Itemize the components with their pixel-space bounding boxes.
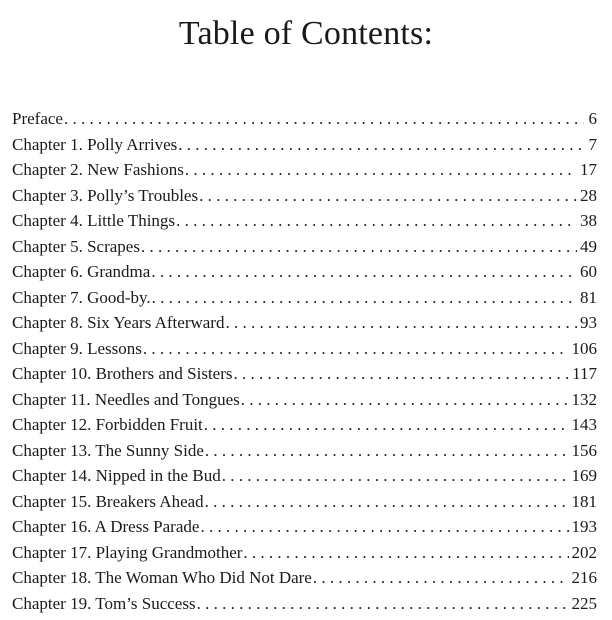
toc-leader-dots	[141, 234, 577, 260]
toc-entry-page: 117	[572, 364, 597, 383]
toc-entry-label: Chapter 8. Six Years Afterward	[12, 313, 225, 332]
toc-leader-dots	[143, 336, 569, 362]
toc-entry-label: Chapter 7. Good-by.	[12, 287, 151, 307]
toc-entry	[12, 336, 597, 362]
toc-entry	[12, 387, 597, 413]
toc-entry	[12, 106, 597, 132]
toc-entry-label: Chapter 11. Needles and Tongues	[12, 389, 240, 409]
toc-entry-page: 143	[571, 415, 597, 434]
toc-entry-page: 38	[580, 211, 597, 230]
toc-leader-dots	[199, 183, 577, 209]
toc-leader-dots	[178, 132, 584, 158]
toc-entry	[12, 234, 597, 260]
toc-entry	[12, 591, 597, 617]
toc-leader-dots	[200, 514, 568, 540]
toc-entry-page: 106	[571, 338, 597, 358]
toc-entry	[12, 489, 597, 515]
toc-entry-label: Chapter 9. Lessons	[12, 338, 142, 358]
toc-entry-label: Chapter 17. Playing Grandmother	[12, 542, 243, 562]
toc-leader-dots	[176, 208, 577, 234]
toc-leader-dots	[241, 387, 569, 413]
toc-leader-dots	[205, 438, 569, 464]
toc-entry-label: Chapter 6. Grandma	[12, 262, 151, 281]
page-title: Table of Contents:	[178, 15, 434, 52]
toc-entry-label: Chapter 16. A Dress Parade	[12, 517, 200, 536]
toc-entry-label: Chapter 19. Tom’s Success	[12, 593, 196, 613]
toc-entry-page: 193	[571, 517, 597, 536]
toc-entry-page: 181	[571, 491, 597, 511]
toc-entry-label: Chapter 14. Nipped in the Bud	[12, 466, 221, 485]
toc-entry-page: 169	[571, 466, 597, 485]
toc-entry	[12, 514, 597, 540]
toc-leader-dots	[152, 285, 577, 311]
toc-entry-label: Chapter 3. Polly’s Troubles	[12, 185, 199, 205]
toc-entry	[12, 183, 597, 209]
toc-entry-page: 81	[580, 287, 597, 307]
toc-entry-page: 93	[580, 313, 597, 332]
toc-entry-page: 225	[571, 593, 597, 613]
toc-entry-page: 49	[580, 236, 597, 256]
toc-leader-dots	[185, 157, 577, 183]
toc-entry-page: 6	[588, 109, 597, 128]
toc-entry-label: Chapter 2. New Fashions	[12, 160, 184, 179]
toc-leader-dots	[222, 463, 569, 489]
toc-entry	[12, 310, 597, 336]
toc-entry	[12, 540, 597, 566]
toc-list	[12, 106, 597, 616]
toc-entry-label: Chapter 4. Little Things	[12, 211, 176, 230]
toc-entry	[12, 259, 597, 285]
toc-entry	[12, 438, 597, 464]
toc-entry-page: 202	[571, 542, 597, 562]
toc-entry	[12, 565, 597, 591]
toc-entry-label: Chapter 13. The Sunny Side	[12, 440, 204, 460]
toc-leader-dots	[225, 310, 577, 336]
toc-entry	[12, 132, 597, 158]
toc-leader-dots	[197, 591, 569, 617]
toc-leader-dots	[313, 565, 569, 591]
toc-entry-page: 17	[580, 160, 597, 179]
toc-leader-dots	[204, 412, 569, 438]
toc-entry-label: Chapter 5. Scrapes	[12, 236, 140, 256]
toc-leader-dots	[243, 540, 568, 566]
toc-entry-label: Chapter 15. Breakers Ahead	[12, 491, 204, 511]
toc-entry-label: Chapter 12. Forbidden Fruit	[12, 415, 203, 434]
toc-entry	[12, 463, 597, 489]
toc-entry	[12, 412, 597, 438]
toc-entry-page: 156	[571, 440, 597, 460]
toc-entry-page: 132	[571, 389, 597, 409]
toc-entry-page: 60	[580, 262, 597, 281]
toc-entry-page: 7	[588, 134, 597, 154]
toc-leader-dots	[205, 489, 569, 515]
toc-entry-label: Chapter 10. Brothers and Sisters	[12, 364, 233, 383]
toc-entry-label: Preface	[12, 109, 63, 128]
toc-entry-label: Chapter 18. The Woman Who Did Not Dare	[12, 568, 312, 587]
toc-entry	[12, 361, 597, 387]
toc-leader-dots	[234, 361, 570, 387]
toc-entry-page: 28	[580, 185, 597, 205]
toc-entry	[12, 285, 597, 311]
toc-entry-page: 216	[571, 568, 597, 587]
toc-leader-dots	[151, 259, 577, 285]
toc-entry-label: Chapter 1. Polly Arrives	[12, 134, 178, 154]
toc-entry	[12, 157, 597, 183]
toc-leader-dots	[64, 106, 584, 132]
toc-entry	[12, 208, 597, 234]
